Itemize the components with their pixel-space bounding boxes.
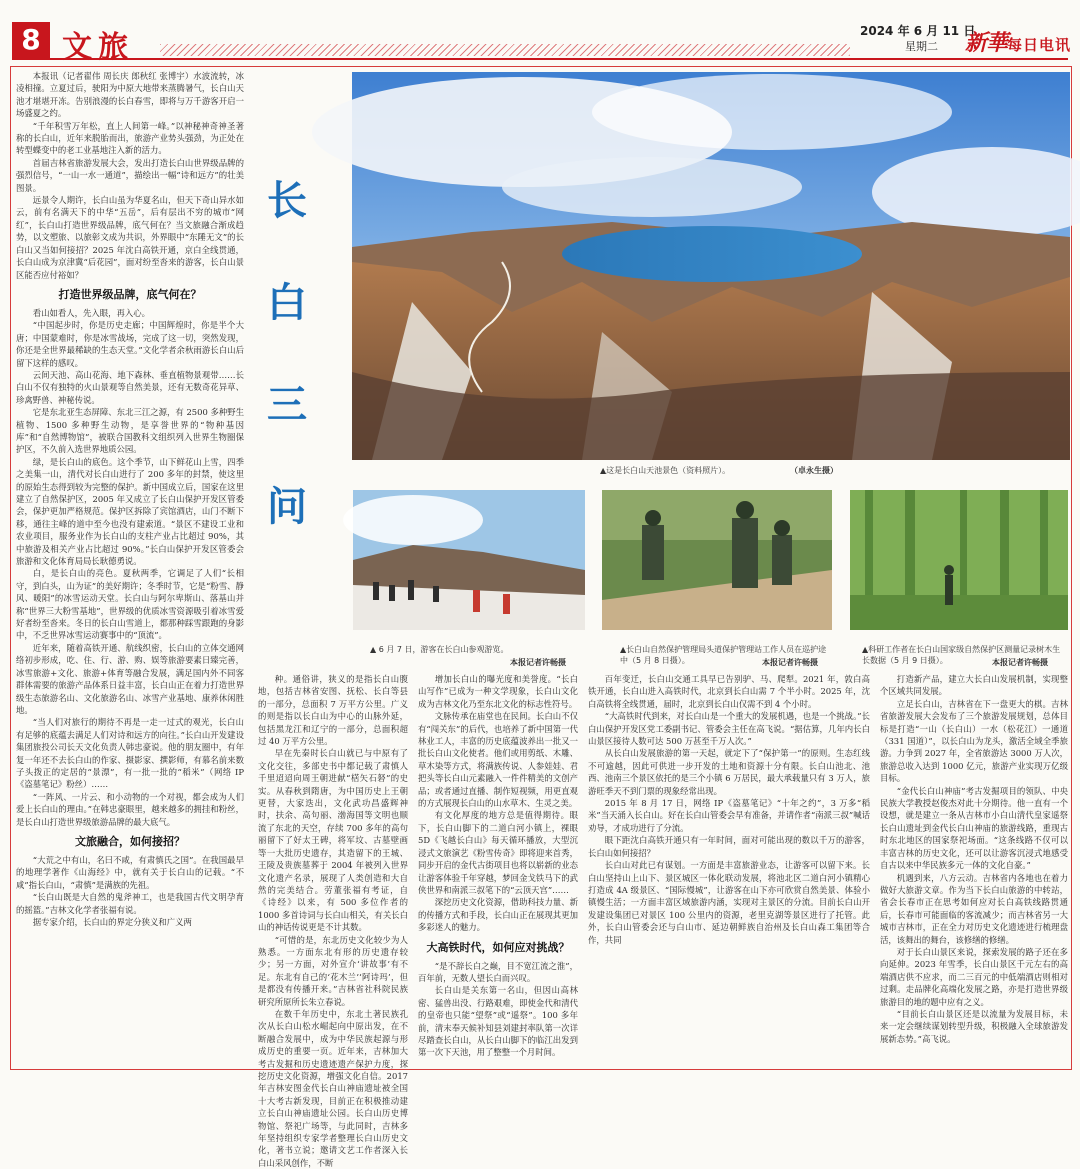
paragraph: 增加长白山的曝光度和美誉度。“长白山写作”已成为一种文学现象，长白山文化成为吉林文化乃至东北文化的标志性符号。 [418,674,578,709]
paragraph: 远景令人期许，长白山虽为华夏名山，但天下奇山异水如云，前有名满天下的中华“五岳”，后有层出不穷的城市“网红”，长白山打造世界级品牌，底气何在？当文旅融合渐成趋势，以文塑旅、以旅彰文成为共识，外界眼中“东陲无文”的长白山又当如何接招？2025 年沈白高铁开通，京白全线贯通，长白山成为京津冀“后花园”，面对纷至沓来的游客，长白山景区能否应付裕如？ [16,195,244,280]
paragraph: 从长白山发展旅游的第一天起，就定下了“保护第一”的原则。生态红线不可逾越，因此可供进一步开发的土地和资源十分有限。长白山池北、池西、池南三个景区依托的是三个小镇 6 万居民，最大承载量只有 3 万人，旅游旺季天不到门票的现象经常出现。 [588,748,870,796]
paragraph: “一阵风、一片云、和小动物的一个对视，都会成为人们爱上长白山的理由。”在韩忠豪眼里，越来越多的拥挂和粉丝，是长白山打造世界级旅游品牌的最大底气。 [16,791,244,827]
rangers-image [602,490,832,630]
article-column-2 [258,673,408,1168]
newspaper-logo [965,26,1071,57]
col1-paras [16,70,244,281]
paragraph: “大荒之中有山，名曰不咸，有肃慎氏之国”。在我国最早的地理学著作《山海经》中，就有关于长白山的记载。“不咸”指长白山，“肃慎”是满族的先祖。 [16,854,244,890]
photo1-caption-text: ▲ 6 月 7 日，游客在长白山参观游览。 [370,645,509,654]
paragraph: 早在先秦时长白山就已与中原有了文化交往，多部史书中都记载了肃慎人千里迢迢向周王朝进献“楛矢石砮”的史实。从春秋到隋唐，为中国历史上王朝更替，大家迭出，文化武功昌盛辉神时，扶余、高句丽、渤海国等文明也顺流了东北的天空，存续 700 多年的高句丽留下了好太王碑，将军坟、古墓壁画等一大批历史遗存，其造留下的王城、王陵及贵族墓葬于 2004 年被列入世界文化遗产名录，展现了人类创造和大自然的完美结合。劳董张福有考证，自《诗经》以来，有 500 多位作者的 1000 多首诗词与长白山相关，有关长白山的神话传说更是不计其数。 [258,748,408,933]
tianchi-landscape-image [352,72,1070,460]
paragraph: 在数千年历史中，东北土著民族孔次从长白山松水崛起向中原出发，在不断融合发展中，成为中华民族起源与形成历史的重要一页。近年来，吉林加大考古发掘和历史遗迹遗产保护力度，探挖历史文化资源，增强文化自信。2017 年吉林安图金代长白山神庙遗址被全国十大考古新发现，目前正在积极推动建立长白山神庙遗址公园。长白山历史博物馆、祭祀广场等，与此同时，吉林多年坚持组织专家学者整理长白山历史文化，著书立说；邀请文艺工作者深入长白山采风创作，不断 [258,1008,408,1168]
paragraph: 种。通俗讲，狭义的是指长白山腹地，包括吉林省安图、抚松、长白等县的一部分，总面积 7 万平方公里。广义的则是指以长白山为中心的山脉外延，包括黑龙江和辽宁的一部分，总面积超过 40 万平方公里。 [258,674,408,747]
photo2-credit: 本报记者许畅摄 [762,658,818,667]
subhead-2: 文旅融合，如何接招？ [75,834,185,848]
main-photo-caption [600,465,900,476]
photo2-caption-text: ▲长白山自然保护管理局头道保护管理站工作人员在巡护途中（5 月 8 日摄）。 [620,645,827,665]
paragraph: 近年来，随着高铁开通、航线织密，长白山的立体交通网络初步形成，吃、住、行、游、购、娱等旅游要素日臻完善，冰雪旅游+文化、旅游+体育等融合发展，满足国内外不同客群体需要的旅游产品体系日益丰富，长白山正在着力打造世界级生态旅游名山、文化旅游名山、冰雪产业基地、康养休闲胜地。 [16,642,244,715]
photo-tourists [353,490,585,630]
paragraph: 本报讯（记者翟伟 周长庆 郎秋红 张博宇）水波流转，冰凌相撞。立夏过后，驶阳为中原大地带来蒸腾暑气，长白山天池才堪堪开冻。告别浪漫的长白春雪，即将与万千游客开启一场盛夏之约。 [16,71,244,119]
paragraph: “是不辞长白之巅，目不宽江流之淮”，百年前，无数人望长白而兴叹。 [418,960,578,983]
paragraph: 深挖历史文化资源，借助科技力量、新的传播方式和手段，长白山正在展现其更加多彩迷人的魅力。 [418,897,578,933]
header-hatch-decoration [160,44,850,56]
forest-image [850,490,1068,630]
title-char: 三 [267,382,307,428]
paragraph: 文脉传承在庙堂也在民间。长白山不仅有“闯关东”的后代，也培养了新中国第一代林业工人，丰富的历史底蕴波养出一批又一批长白山文化使者。他们或用剪纸、木雕、草木染等方式，将满族传说、人参娃娃、君把头等长白山元素融入一件件精美的文创产品；或者通过直播、制作短视频，用更直观的方式展现长白山的山水草木、生灵之美。 [418,711,578,809]
paragraph: “可惜的是，东北历史文化较少为人熟悉。一方面东北有形的历史遗存较少；另一方面，对外宣介‘讲故事’有不足。东北有自己的‘花木兰’‘阿诗玛’，但是都没有传播开来。”吉林省社科院民族研究所原所长朱立春说。 [258,934,408,1007]
tourists-image [353,490,585,630]
paragraph: 白，是长白山的亮色。夏秋两季，它调足了人们“长相守，到白头，山为证”的美好期许；冬季时节，它是“粉雪、静风、暖阳”的冰雪运动天堂。长白山与阿尔卑斯山、落基山并称“世界三大粉雪基地”，世界级的优质冰雪资源吸引着冰雪爱好者纷至沓来。冬日的长白山雪道上，都那种踩雪跟跑的身影中，不乏世界冰雪运动赛事中的“顶流”。 [16,568,244,641]
issue-weekday: 星期二 [905,40,938,53]
subhead-3: 大高铁时代，如何应对挑战？ [426,940,570,954]
subhead-1: 打造世界级品牌，底气何在？ [58,287,202,301]
paragraph: 绿，是长白山的底色。这个季节，山下鲜花山上雪，四季之美集一山，清代对长白山进行了 200 多年的封禁，使这里的原始生态得到较为完整的保护。新中国成立后，国家在这里建立了自然保护区，2005 年又成立了长白山保护开发区管委会，保护更加严格规范。保护区拆除了宾馆酒店，山门不断下移，通往主峰的道中至今也没有建索道。“景区不建设工业和农业项目，服务业作为长白山的支柱产业占比超过 90%，其中旅游及相关产业占比超过 90%。”长白山保护开发区管委会旅游和文化体育局局长耿德勇说。 [16,456,244,567]
main-photo-tianchi [352,72,1070,460]
paragraph: “中国起步时，你是历史走廊；中国辉煌时，你是半个大唐；中国蒙难时，你是冰雪战场，完成了这一切，突然发现，你还是全世界最稀缺的生态天堂。”文化学者余秋雨游长白山后留下这样的感叹。 [16,320,244,368]
photo1-credit: 本报记者许畅摄 [510,658,566,667]
article-title [262,150,312,558]
paragraph: 长白山是关东第一名山，但因山高林密、猛兽出没、行路艰难，即使金代和清代的皇帝也只能“望祭”或“遥祭”。100 多年前，清末奉天候补知县刘建封率队第一次详尽踏查长白山，从长白山脚下的临江出发到第一次下天池，用了整整一个月时间。 [418,985,578,1058]
paragraph: “当人们对旅行的期待不再是一走一过式的观光，长白山有足够的底蕴去满足人们对诗和远方的向往。”长白山开发建设集团旅投公司长天文化负责人韩忠豪说。他的朋友圈中，有年复一年还不去长白山的作家、摄影家、撰影师，有慕名前来数子头拨正的定居的“景漂”，有一批一批的“稻米”（网络 IP《盗墓笔记》粉丝）…… [16,717,244,790]
paragraph: 打造新产品，建立大长白山发展机制，实现整个区域共同发展。 [880,674,1068,697]
main-caption-text: ▲这是长白山天池景色（资料照片）。 [600,466,731,475]
article-column-1 [16,70,244,1066]
paragraph: 百年变迁，长白山交通工具早已告别驴、马、爬犁。2021 年，敦白高铁开通，长白山进入高铁时代，北京到长白山需 7 个半小时。2025 年，沈白高铁将全线贯通，届时，北京到长白山仅需不到 4 个小时。 [588,674,870,709]
issue-date: 2024 年 6 月 11 日 [860,24,976,38]
article-column-5 [880,673,1068,1068]
main-photo-credit: （卓永生摄） [790,466,838,475]
paragraph: 它是东北亚生态屏障、东北三江之源，有 2500 多种野生植物、1500 多种野生动物，是享誉世界的“物种基因库”和“自然博物馆”，被联合国教科文组织列入世界生物圈保护区，不久前入选世界地质公园。 [16,407,244,455]
paragraph: “千年积雪万年松，直上人间第一峰。”以神秘神奇神圣著称的长白山，近年来脱胎而出，旅游产业势头强劲，为正处在转型蝶变中的老工业基地注入新的活力。 [16,120,244,156]
brand-sub: 每日电讯 [1007,36,1072,54]
page-number: 8 [12,22,50,58]
paragraph: 眼下距沈白高铁开通只有一年时间，面对可能出现的数以千万的游客，长白山如何接招？ [588,835,870,858]
photo-rangers [602,490,832,630]
paragraph: 看山如看人，先入眼，再入心。 [32,307,151,318]
article-column-4 [588,673,870,1068]
paragraph: “目前长白山景区还是以流量为发展目标，未来一定会继续谋划转型升级，积极融入全球旅游发展新态势。”高飞说。 [880,1008,1068,1044]
paragraph: 机遇到来，八方云动。吉林省内各地也在着力做好大旅游文章。作为当下长白山旅游的中转站，省会长春市正在思考如何应对长白高铁线路贯通后，长春市可能面临的客流减少；而吉林省另一大城市吉林市，正在全力对历史文化遗迹进行梳理盘活，该舞出的舞台，该修缮的修缮。 [880,872,1068,945]
title-char: 白 [267,280,307,326]
brand-main: 新華 [965,30,1008,56]
title-char: 长 [267,178,307,224]
header-rule [12,58,1068,60]
title-char: 问 [267,484,307,530]
paragraph: “金代长白山神庙”考古发掘项目的领队、中央民族大学教授赵俊杰对此十分期待。他一直有一个设想，就是建立一条从吉林市小白山清代皇家遥祭长白山遗址到金代长白山神庙的旅游线路，重现古时东北地区的国家祭祀场面。“这条线路不仅可以丰富吉林的历史文化，还可以让游客沉浸式地感受自古以来中华民族多元一体的文化自豪。” [880,785,1068,871]
section-title: 文旅 [62,30,134,65]
paragraph: “大高铁时代到来，对长白山是一个重大的发展机遇，也是一个挑战。”长白山保护开发区党工委副书记、管委会主任在高飞说。“据估算，几年内长白山景区接待人数可达 500 万甚至千万人次。” [588,711,870,747]
page-header [0,0,1080,64]
photo3-credit: 本报记者许畅摄 [992,658,1048,667]
paragraph: 首届吉林省旅游发展大会，发出打造长白山世界级品牌的强烈信号，“一山一水一通道”，描绘出一幅“诗和远方”的壮美图景。 [16,157,244,193]
photo3-caption-text: ▲科研工作者在长白山国家级自然保护区测量记录树木生长数据（5 月 9 日摄）。 [862,645,1061,665]
paragraph: 据专家介绍，长白山的界定分狭义和广义两 [32,917,192,927]
paragraph: 云间天池、高山花海、地下森林、垂直植物景观带……长白山不仅有独特的火山景观等自然美景，还有无数奇花异草、珍禽野兽、神秘传说。 [16,369,244,405]
paragraph: 2015 年 8 月 17 日，网络 IP《盗墓笔记》“十年之约”，3 万多“稻米”当天涌入长白山。好在长白山管委会早有准备，并请作者“南派三叔”喊话劝导，才成功进行了分流。 [588,798,870,833]
paragraph: 对于长白山景区来说，探索发展的路子还在多向延伸。2023 年雪季，长白山景区千元左右的高端酒店供不应求，而二三百元的中低端酒店则相对过剩。走品牌化高端化发展之路，亦是打造世界级旅游目的地的题中应有之义。 [880,946,1068,1007]
paragraph: 有文化厚度的地方总是值得期待。眼下，长白山脚下的二道白河小镇上，裸眼 5D《飞越长白山》每天循环播放，大型沉浸式文旅演艺《粉雪传奇》即将迎来首秀，同步开启的金代古街项目也将以崭新的业态让游客体验千年穿越，梦回金戈铁马下的武侠世界和南派三叔笔下的“云顶天宫”…… [418,810,578,895]
photo1-caption [370,644,580,655]
paragraph: “长白山既是大自然的鬼斧神工，也是我国古代文明孕育的摇篮。”吉林文化学者张福有说。 [16,892,244,915]
paragraph: 立足长白山，吉林省在下一盘更大的棋。吉林省旅游发展大会发布了三个旅游发展规划，总体目标是打造“一山（长白山）一水（松花江）一通道（331 国道）”，以长白山为龙头，激活全域全季旅游。力争到 2027 年，全省旅游达 3000 万人次，旅游总收入达到 1000 亿元，旅游产业实现万亿级目标。 [880,698,1068,784]
paragraph: 长白山对此已有谋划。一方面是丰富旅游业态，让游客可以留下来。长白山坚持山上山下、景区城区一体化联动发展，将池北区二道白河小镇精心打造成 4A 级景区、“国际慢城”，让游客在山下亦可欣赏自然美景、体验小镇慢生活；一方面丰富区域旅游内涵，实现对主景区的分流。目前长白山开发建设集团已对景区 100 公里内的资源，老里克湖等景区进行了托管。此外，长白山管委会还与白山市、延边朝鲜族自治州及长白山森工集团等合作，共同 [588,860,870,945]
article-column-3 [418,673,578,1068]
photo-forest [850,490,1068,630]
